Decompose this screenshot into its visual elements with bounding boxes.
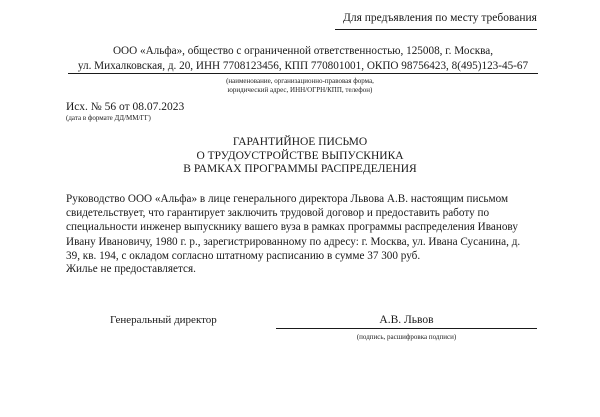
housing-note: Жилье не предоставляется.	[66, 263, 196, 275]
signature-caption: (подпись, расшифровка подписи)	[356, 333, 457, 341]
body-line: Руководство ООО «Альфа» в лице генерального директора Львова А.В. настоящим письмом	[66, 193, 509, 205]
body-line: специальности инженер выпускнику вашего вуза в рамках программы распределения Иванову	[66, 221, 518, 234]
document-title	[100, 136, 500, 177]
organization-caption-line-1: (наименование, организационно-правовая форма,	[226, 77, 374, 85]
signatory-role: Генеральный директор	[110, 314, 217, 326]
organization-caption	[190, 77, 410, 95]
title-line-3: В РАМКАХ ПРОГРАММЫ РАСПРЕДЕЛЕНИЯ	[183, 163, 417, 175]
signature-line	[276, 328, 537, 329]
addressee: Для предъявления по месту требования	[343, 12, 537, 24]
organization-underline	[68, 73, 538, 74]
reference-caption: (дата в формате ДД/ММ/ГГ)	[66, 114, 151, 122]
organization-details	[68, 44, 538, 74]
organization-line-1: ООО «Альфа», общество с ограниченной ответственностью, 125008, г. Москва,	[112, 45, 494, 57]
outgoing-reference: Исх. № 56 от 08.07.2023	[66, 101, 185, 113]
title-line-1: ГАРАНТИЙНОЕ ПИСЬМО	[232, 136, 368, 148]
addressee-underline	[335, 29, 537, 30]
organization-line-2: ул. Михалковская, д. 20, ИНН 7708123456, КПП 770801001, ОКПО 98756423, 8(495)123-45-67	[77, 60, 529, 72]
signatory-name: А.В. Львов	[379, 314, 434, 326]
body-line: 39, кв. 194, с окладом согласно штатному расписанию в сумме 37 300 руб.	[66, 249, 421, 262]
organization-caption-line-2: юридический адрес, ИНН/ОГРН/КПП, телефон)	[227, 86, 373, 94]
title-line-2: О ТРУДОУСТРОЙСТВЕ ВЫПУСКНИКА	[196, 149, 404, 162]
body-line: свидетельствует, что гарантирует заключить трудовой договор и предоставить работу по	[66, 207, 490, 220]
body-line: Ивану Ивановичу, 1980 г. р., зарегистрированному по адресу: г. Москва, ул. Ивана Сусанина, д.	[66, 235, 521, 248]
letter-body	[66, 192, 538, 263]
